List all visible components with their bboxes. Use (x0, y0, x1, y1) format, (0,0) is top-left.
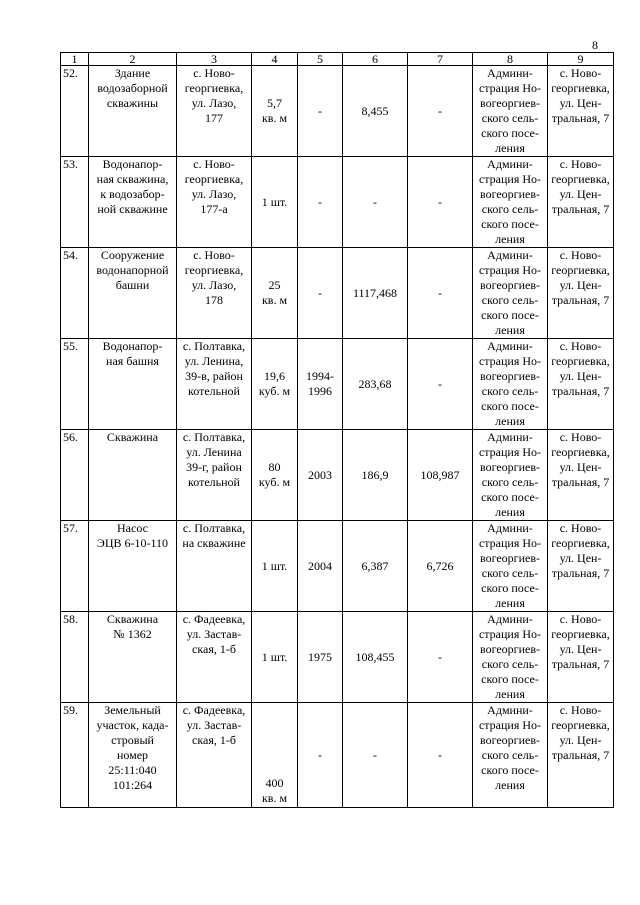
residual-value: 6,726 (426, 558, 454, 573)
object-quantity: 25 кв. м (261, 278, 288, 307)
owner-address-cell (548, 612, 614, 703)
owner-name: Админи- страция Но- вогеоргиев- ского сель- ского посе- ления (478, 248, 542, 337)
book-value-cell (343, 66, 408, 157)
table-row (61, 66, 614, 157)
column-number-row (61, 53, 614, 66)
object-address-cell (177, 612, 252, 703)
row-number: 52. (63, 66, 78, 80)
object-address-cell (177, 339, 252, 430)
object-quantity: 1 шт. (261, 194, 288, 209)
residual-value-cell (408, 703, 473, 808)
object-address: с. Фадеевка, ул. Застав- ская, 1-б (182, 703, 246, 747)
book-value: 1117,468 (352, 285, 398, 300)
book-value-cell (343, 521, 408, 612)
owner-address: с. Ново- георгиевка, ул. Цен- тральная, 7 (551, 248, 610, 307)
object-quantity-cell (252, 703, 298, 808)
commissioning-year: - (318, 747, 322, 762)
book-value: 108,455 (355, 649, 395, 664)
table-row (61, 339, 614, 430)
object-quantity: 1 шт. (261, 558, 288, 573)
owner-name-cell (473, 612, 548, 703)
owner-name-cell (473, 248, 548, 339)
residual-value-cell (408, 521, 473, 612)
object-address: с. Ново- георгиевка, ул. Лазо, 177 (184, 66, 244, 125)
object-name: Водонапор- ная башня (102, 339, 163, 368)
owner-address: с. Ново- георгиевка, ул. Цен- тральная, 7 (551, 157, 610, 216)
book-value-cell (343, 612, 408, 703)
page-number: 8 (592, 38, 598, 52)
column-header-4: 4 (252, 53, 298, 66)
object-name-cell (89, 612, 177, 703)
commissioning-year-cell (298, 521, 343, 612)
row-number: 56. (63, 430, 78, 444)
table-row (61, 521, 614, 612)
object-address: с. Полтавка, ул. Ленина 39-г, район котельной (182, 430, 246, 489)
owner-address: с. Ново- георгиевка, ул. Цен- тральная, 7 (551, 612, 610, 671)
residual-value: - (438, 285, 442, 300)
commissioning-year: - (318, 285, 322, 300)
column-header-5: 5 (298, 53, 343, 66)
object-name-cell (89, 157, 177, 248)
table-body (61, 66, 614, 808)
table-row (61, 248, 614, 339)
commissioning-year-cell (298, 703, 343, 808)
book-value: - (373, 747, 377, 762)
residual-value-cell (408, 339, 473, 430)
property-registry-table (60, 52, 614, 808)
book-value: 8,455 (361, 103, 389, 118)
object-name: Насос ЭЦВ 6-10-110 (96, 521, 169, 550)
owner-name-cell (473, 157, 548, 248)
owner-name-cell (473, 703, 548, 808)
residual-value: 108,987 (420, 467, 460, 482)
commissioning-year-cell (298, 248, 343, 339)
commissioning-year: 2003 (308, 467, 332, 482)
row-number-cell (61, 339, 89, 430)
object-name: Водонапор- ная скважина, к водозабор- ной скважине (96, 157, 169, 216)
owner-address-cell (548, 703, 614, 808)
object-address: с. Ново- георгиевка, ул. Лазо, 177-а (184, 157, 244, 216)
row-number: 53. (63, 157, 78, 171)
owner-name: Админи- страция Но- вогеоргиев- ского сель- ского посе- ления (478, 703, 542, 792)
table-row (61, 157, 614, 248)
residual-value: - (438, 194, 442, 209)
owner-name-cell (473, 521, 548, 612)
owner-address-cell (548, 339, 614, 430)
owner-address-cell (548, 66, 614, 157)
table-row (61, 703, 614, 808)
commissioning-year-cell (298, 339, 343, 430)
table-row (61, 612, 614, 703)
row-number: 54. (63, 248, 78, 262)
commissioning-year: - (318, 194, 322, 209)
owner-address: с. Ново- георгиевка, ул. Цен- тральная, 7 (551, 703, 610, 762)
owner-name: Админи- страция Но- вогеоргиев- ского сель- ского посе- ления (478, 66, 542, 155)
row-number-cell (61, 66, 89, 157)
object-name-cell (89, 66, 177, 157)
object-address-cell (177, 430, 252, 521)
book-value: 186,9 (361, 467, 389, 482)
column-header-3: 3 (177, 53, 252, 66)
object-name: Скважина (106, 430, 159, 444)
residual-value: - (438, 376, 442, 391)
residual-value-cell (408, 248, 473, 339)
owner-name: Админи- страция Но- вогеоргиев- ского сель- ского посе- ления (478, 430, 542, 519)
object-quantity: 400 кв. м (261, 776, 288, 805)
object-address: с. Полтавка, ул. Ленина, 39-в, район котельной (182, 339, 246, 398)
owner-address-cell (548, 430, 614, 521)
owner-name: Админи- страция Но- вогеоргиев- ского сель- ского посе- ления (478, 612, 542, 701)
object-name-cell (89, 703, 177, 808)
owner-address: с. Ново- георгиевка, ул. Цен- тральная, 7 (551, 430, 610, 489)
object-quantity-cell (252, 339, 298, 430)
row-number-cell (61, 430, 89, 521)
object-name: Скважина № 1362 (106, 612, 159, 641)
object-name-cell (89, 248, 177, 339)
commissioning-year-cell (298, 66, 343, 157)
table-row (61, 430, 614, 521)
residual-value-cell (408, 612, 473, 703)
object-quantity-cell (252, 612, 298, 703)
residual-value: - (438, 747, 442, 762)
book-value: 283,68 (358, 376, 392, 391)
object-quantity-cell (252, 157, 298, 248)
book-value-cell (343, 703, 408, 808)
row-number-cell (61, 703, 89, 808)
commissioning-year-cell (298, 430, 343, 521)
column-header-1: 1 (61, 53, 89, 66)
owner-name: Админи- страция Но- вогеоргиев- ского сель- ского посе- ления (478, 521, 542, 610)
row-number-cell (61, 157, 89, 248)
commissioning-year-cell (298, 612, 343, 703)
owner-address: с. Ново- георгиевка, ул. Цен- тральная, 7 (551, 521, 610, 580)
owner-address-cell (548, 248, 614, 339)
column-header-9: 9 (548, 53, 614, 66)
column-header-2: 2 (89, 53, 177, 66)
object-address-cell (177, 703, 252, 808)
object-address: с. Полтавка, на скважине (182, 521, 246, 550)
object-quantity: 1 шт. (261, 649, 288, 664)
residual-value-cell (408, 430, 473, 521)
residual-value-cell (408, 157, 473, 248)
object-address: с. Фадеевка, ул. Застав- ская, 1-б (182, 612, 246, 656)
object-address-cell (177, 157, 252, 248)
object-name: Земельный участок, када- стровый номер 25:11:040 101:264 (96, 703, 169, 792)
column-header-7: 7 (408, 53, 473, 66)
object-name: Сооружение водонапорной башни (96, 248, 169, 292)
object-quantity: 80 куб. м (258, 460, 291, 489)
commissioning-year: 1994- 1996 (306, 369, 334, 398)
owner-name-cell (473, 66, 548, 157)
commissioning-year: - (318, 103, 322, 118)
row-number: 58. (63, 612, 78, 626)
object-address-cell (177, 521, 252, 612)
object-name: Здание водозаборной скважины (97, 66, 168, 110)
book-value-cell (343, 248, 408, 339)
row-number: 55. (63, 339, 78, 353)
object-quantity-cell (252, 430, 298, 521)
object-address: с. Ново- георгиевка, ул. Лазо, 178 (184, 248, 244, 307)
owner-address-cell (548, 157, 614, 248)
object-quantity-cell (252, 521, 298, 612)
book-value: 6,387 (361, 558, 389, 573)
residual-value: - (438, 103, 442, 118)
row-number-cell (61, 248, 89, 339)
object-quantity: 19,6 куб. м (258, 369, 291, 398)
row-number: 57. (63, 521, 78, 535)
row-number-cell (61, 612, 89, 703)
row-number: 59. (63, 703, 78, 717)
object-quantity: 5,7 кв. м (261, 96, 288, 125)
commissioning-year-cell (298, 157, 343, 248)
book-value-cell (343, 339, 408, 430)
object-name-cell (89, 430, 177, 521)
book-value-cell (343, 157, 408, 248)
residual-value-cell (408, 66, 473, 157)
residual-value: - (438, 649, 442, 664)
object-quantity-cell (252, 248, 298, 339)
owner-address: с. Ново- георгиевка, ул. Цен- тральная, 7 (551, 339, 610, 398)
object-address-cell (177, 66, 252, 157)
object-address-cell (177, 248, 252, 339)
row-number-cell (61, 521, 89, 612)
column-header-8: 8 (473, 53, 548, 66)
column-header-6: 6 (343, 53, 408, 66)
owner-name-cell (473, 430, 548, 521)
object-quantity-cell (252, 66, 298, 157)
owner-name-cell (473, 339, 548, 430)
owner-name: Админи- страция Но- вогеоргиев- ского сель- ского посе- ления (478, 339, 542, 428)
book-value-cell (343, 430, 408, 521)
owner-name: Админи- страция Но- вогеоргиев- ского сель- ского посе- ления (478, 157, 542, 246)
owner-address: с. Ново- георгиевка, ул. Цен- тральная, 7 (551, 66, 610, 125)
book-value: - (373, 194, 377, 209)
owner-address-cell (548, 521, 614, 612)
commissioning-year: 1975 (308, 649, 332, 664)
object-name-cell (89, 339, 177, 430)
object-name-cell (89, 521, 177, 612)
commissioning-year: 2004 (308, 558, 332, 573)
